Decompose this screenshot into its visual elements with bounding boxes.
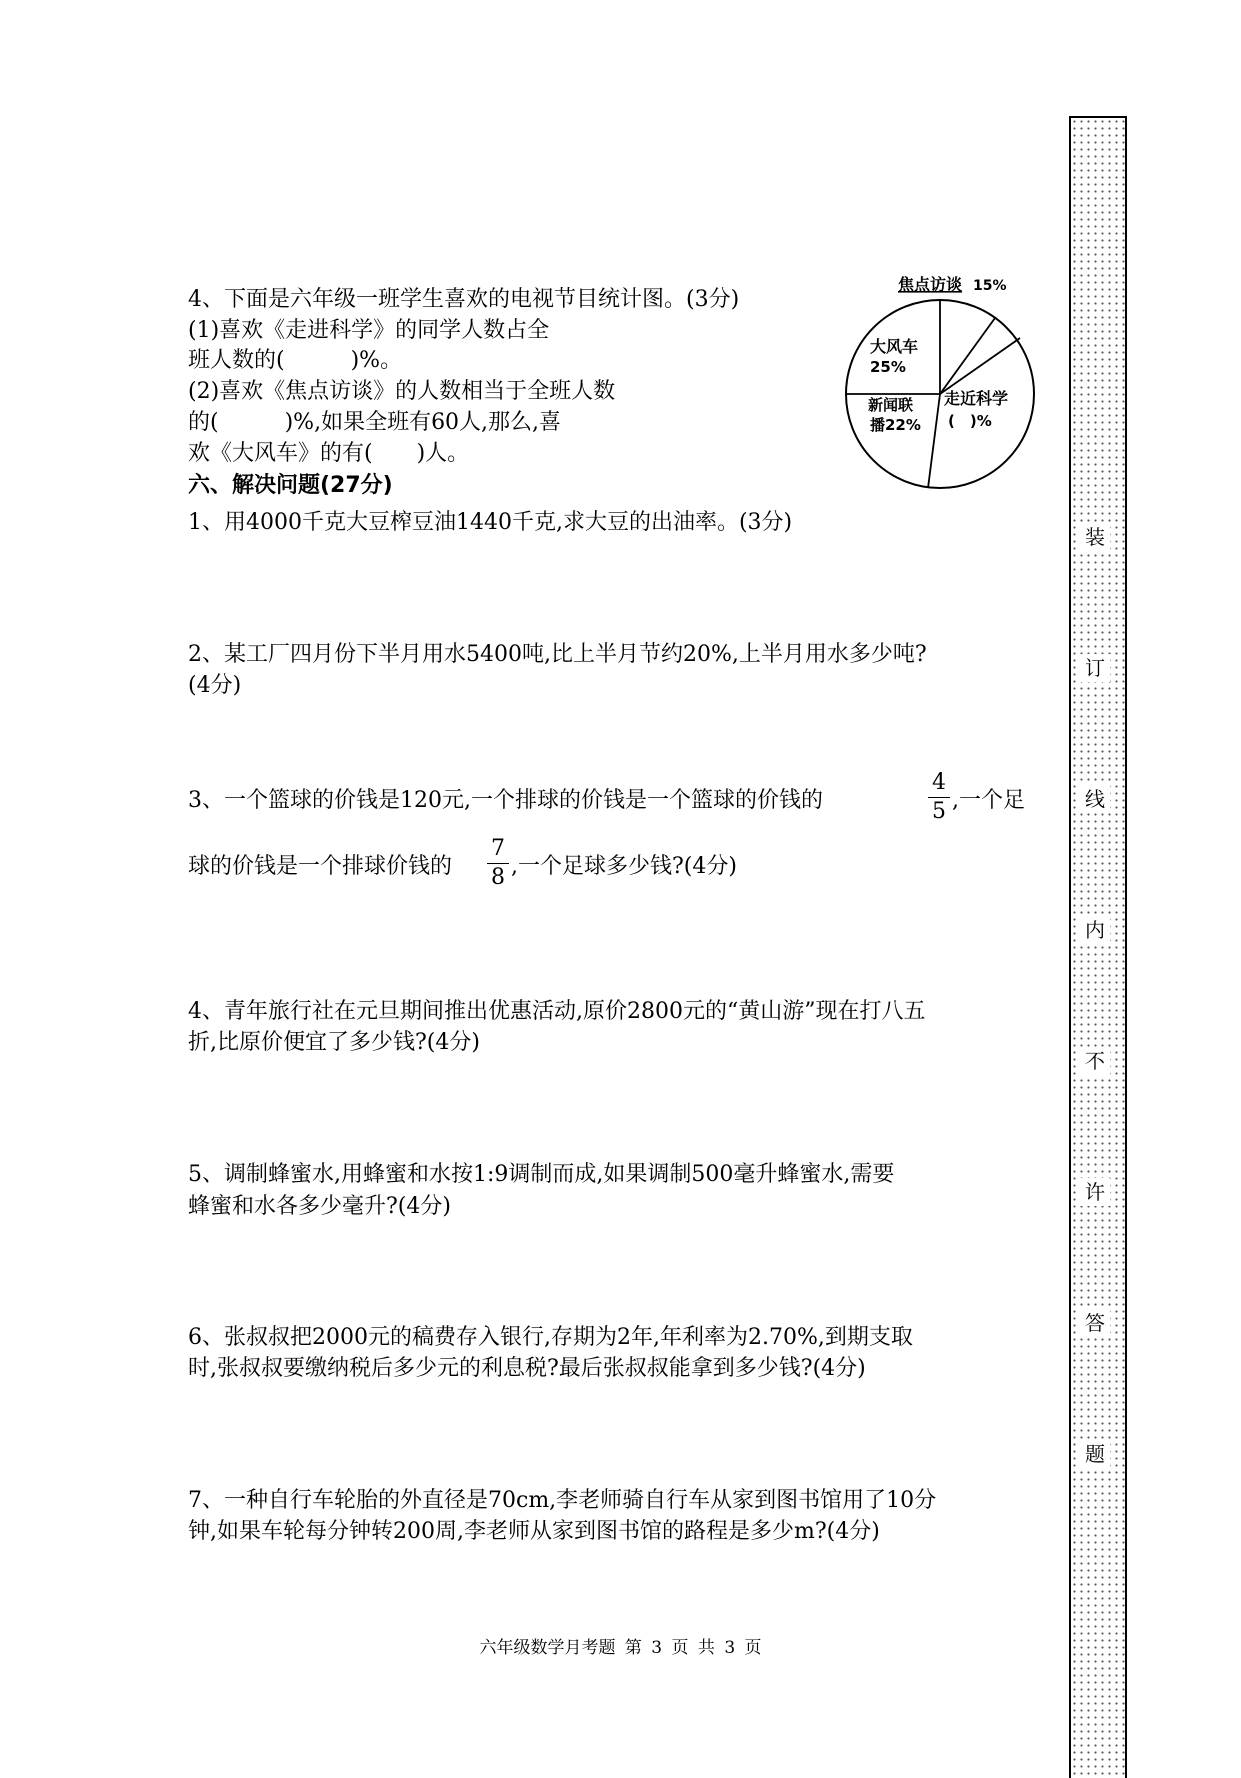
- fraction-bar: [928, 797, 950, 798]
- footer-page-suffix: 页: [671, 1638, 689, 1658]
- slice-label-news-2: 播22%: [870, 416, 921, 434]
- binding-char: 订: [1080, 654, 1110, 682]
- problem-1: 1、用4000千克大豆榨豆油1440千克,求大豆的出油率。(3分): [188, 510, 793, 535]
- binding-char: 装: [1080, 523, 1110, 551]
- problem-2-line1: 2、某工厂四月份下半月用水5400吨,比上半月节约20%,上半月用水多少吨?: [188, 642, 927, 667]
- footer-page-number: 3: [651, 1638, 663, 1658]
- binding-strip: [1069, 116, 1127, 1778]
- problem-4-line2: 折,比原价便宜了多少钱?(4分): [188, 1030, 480, 1055]
- binding-char: 答: [1080, 1309, 1110, 1337]
- problem-4-line1: 4、青年旅行社在元旦期间推出优惠活动,原价2800元的“黄山游”现在打八五: [188, 999, 926, 1024]
- problem-7-line2: 钟,如果车轮每分钟转200周,李老师从家到图书馆的路程是多少m?(4分): [188, 1519, 880, 1544]
- binding-char: 线: [1080, 785, 1110, 813]
- problem-3-part2: ,一个足: [952, 788, 1025, 813]
- problem-2-line2: (4分): [188, 673, 242, 698]
- section6-title: 六、解决问题(27分): [188, 473, 393, 498]
- fraction-four-fifths: [928, 770, 950, 825]
- binding-char: 内: [1080, 916, 1110, 944]
- footer-total-prefix: 共: [697, 1638, 715, 1658]
- fraction-bar: [487, 863, 509, 864]
- fraction-numerator: 7: [491, 836, 505, 861]
- q4-part2-line2: 的( )%,如果全班有60人,那么,喜: [188, 410, 562, 435]
- slice-value-science: ( )%: [948, 412, 992, 430]
- binding-char: 许: [1080, 1178, 1110, 1206]
- problem-3-part3: 球的价钱是一个排球价钱的: [188, 854, 453, 879]
- slice-value-windmill: 25%: [870, 358, 906, 376]
- binding-char: 不: [1080, 1047, 1110, 1075]
- q4-part1-line1: (1)喜欢《走进科学》的同学人数占全: [188, 318, 550, 343]
- slice-value-focus: 15%: [973, 278, 1007, 294]
- problem-3-part4: ,一个足球多少钱?(4分): [511, 854, 737, 879]
- footer-title: 六年级数学月考题: [479, 1638, 616, 1658]
- pie-divider-science: [940, 338, 1020, 394]
- tv-program-pie-chart: [840, 272, 1040, 494]
- footer-total-pages: 3: [724, 1638, 736, 1658]
- problem-3-part1: 3、一个篮球的价钱是120元,一个排球的价钱是一个篮球的价钱的: [188, 788, 823, 813]
- fraction-numerator: 4: [932, 770, 946, 795]
- fraction-seven-eighths: [487, 836, 509, 891]
- q4-part1-line2: 班人数的( )%。: [188, 348, 403, 373]
- footer-total-suffix: 页: [744, 1638, 762, 1658]
- pie-divider-focus: [940, 318, 995, 394]
- q4-part2-line1: (2)喜欢《焦点访谈》的人数相当于全班人数: [188, 379, 616, 404]
- fraction-denominator: 8: [491, 865, 505, 890]
- page-footer: [0, 1633, 1241, 1658]
- problem-6-line2: 时,张叔叔要缴纳税后多少元的利息税?最后张叔叔能拿到多少钱?(4分): [188, 1356, 866, 1381]
- slice-label-focus: 焦点访谈: [898, 275, 963, 294]
- problem-5-line1: 5、调制蜂蜜水,用蜂蜜和水按1:9调制而成,如果调制500毫升蜂蜜水,需要: [188, 1162, 895, 1187]
- fraction-denominator: 5: [932, 799, 946, 824]
- slice-label-science: 走近科学: [944, 389, 1009, 408]
- binding-char: 题: [1080, 1440, 1110, 1468]
- problem-6-line1: 6、张叔叔把2000元的稿费存入银行,存期为2年,年利率为2.70%,到期支取: [188, 1325, 913, 1350]
- q4-stem: 4、下面是六年级一班学生喜欢的电视节目统计图。(3分): [188, 287, 740, 312]
- slice-label-windmill: 大风车: [870, 337, 919, 356]
- pie-divider-bottom: [928, 394, 940, 488]
- problem-5-line2: 蜂蜜和水各多少毫升?(4分): [188, 1194, 451, 1219]
- problem-7-line1: 7、一种自行车轮胎的外直径是70cm,李老师骑自行车从家到图书馆用了10分: [188, 1488, 937, 1513]
- q4-part2-line3: 欢《大风车》的有( )人。: [188, 441, 470, 466]
- footer-page-prefix: 第: [624, 1638, 642, 1658]
- slice-label-news: 新闻联: [868, 396, 914, 414]
